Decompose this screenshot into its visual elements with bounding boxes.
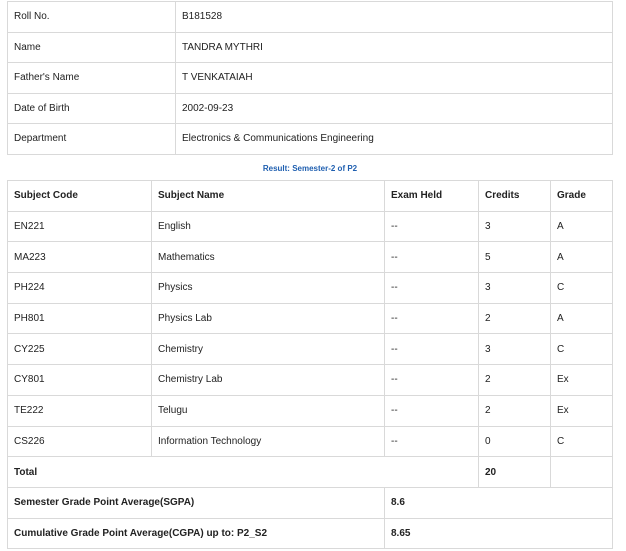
table-row: [8, 303, 613, 334]
roll-label: Roll No.: [8, 2, 176, 33]
header-credits: Credits: [479, 181, 551, 212]
cgpa-label: Cumulative Grade Point Average(CGPA) up to: P2_S2: [8, 518, 385, 549]
credits: 5: [479, 242, 551, 273]
dob-label: Date of Birth: [8, 93, 176, 124]
credits: 0: [479, 426, 551, 457]
subject-code: EN221: [8, 211, 152, 242]
table-row: [8, 242, 613, 273]
table-row: [8, 211, 613, 242]
roll-row: [8, 2, 613, 33]
grade: A: [551, 303, 613, 334]
grade: Ex: [551, 365, 613, 396]
department-value: Electronics & Communications Engineering: [176, 124, 613, 155]
results-table: [7, 180, 613, 549]
cgpa-value: 8.65: [385, 518, 613, 549]
grade: A: [551, 211, 613, 242]
table-row: [8, 426, 613, 457]
roll-value: B181528: [176, 2, 613, 33]
table-row: [8, 273, 613, 304]
exam-held: --: [385, 273, 479, 304]
exam-held: --: [385, 395, 479, 426]
subject-code: PH801: [8, 303, 152, 334]
total-row: [8, 457, 613, 488]
department-label: Department: [8, 124, 176, 155]
subject-name: Information Technology: [152, 426, 385, 457]
subject-name: Chemistry Lab: [152, 365, 385, 396]
sgpa-row: [8, 487, 613, 518]
name-row: [8, 32, 613, 63]
subject-name: Mathematics: [152, 242, 385, 273]
dob-row: [8, 93, 613, 124]
subject-name: Physics: [152, 273, 385, 304]
name-label: Name: [8, 32, 176, 63]
grade: C: [551, 334, 613, 365]
table-row: [8, 365, 613, 396]
result-title: Result: Semester-2 of P2: [262, 164, 358, 173]
sgpa-value: 8.6: [385, 487, 613, 518]
credits: 2: [479, 365, 551, 396]
subject-name: Telugu: [152, 395, 385, 426]
dob-value: 2002-09-23: [176, 93, 613, 124]
subject-code: TE222: [8, 395, 152, 426]
exam-held: --: [385, 211, 479, 242]
header-subject-name: Subject Name: [152, 181, 385, 212]
exam-held: --: [385, 365, 479, 396]
subject-name: Chemistry: [152, 334, 385, 365]
department-row: [8, 124, 613, 155]
credits: 3: [479, 273, 551, 304]
total-label: Total: [8, 457, 479, 488]
total-grade-empty: [551, 457, 613, 488]
subject-code: CY225: [8, 334, 152, 365]
exam-held: --: [385, 303, 479, 334]
subject-code: MA223: [8, 242, 152, 273]
cgpa-row: [8, 518, 613, 549]
subject-name: Physics Lab: [152, 303, 385, 334]
grade: A: [551, 242, 613, 273]
student-info-table: [7, 1, 613, 155]
credits: 2: [479, 303, 551, 334]
name-value: TANDRA MYTHRI: [176, 32, 613, 63]
header-subject-code: Subject Code: [8, 181, 152, 212]
credits: 2: [479, 395, 551, 426]
header-grade: Grade: [551, 181, 613, 212]
subject-code: CY801: [8, 365, 152, 396]
grade: C: [551, 273, 613, 304]
grade: Ex: [551, 395, 613, 426]
subject-name: English: [152, 211, 385, 242]
sgpa-label: Semester Grade Point Average(SGPA): [8, 487, 385, 518]
table-row: [8, 395, 613, 426]
exam-held: --: [385, 334, 479, 365]
results-header-row: [8, 181, 613, 212]
father-value: T VENKATAIAH: [176, 63, 613, 94]
grade: C: [551, 426, 613, 457]
exam-held: --: [385, 242, 479, 273]
father-label: Father's Name: [8, 63, 176, 94]
subject-code: CS226: [8, 426, 152, 457]
exam-held: --: [385, 426, 479, 457]
credits: 3: [479, 334, 551, 365]
total-credits: 20: [479, 457, 551, 488]
header-exam-held: Exam Held: [385, 181, 479, 212]
credits: 3: [479, 211, 551, 242]
father-row: [8, 63, 613, 94]
subject-code: PH224: [8, 273, 152, 304]
table-row: [8, 334, 613, 365]
